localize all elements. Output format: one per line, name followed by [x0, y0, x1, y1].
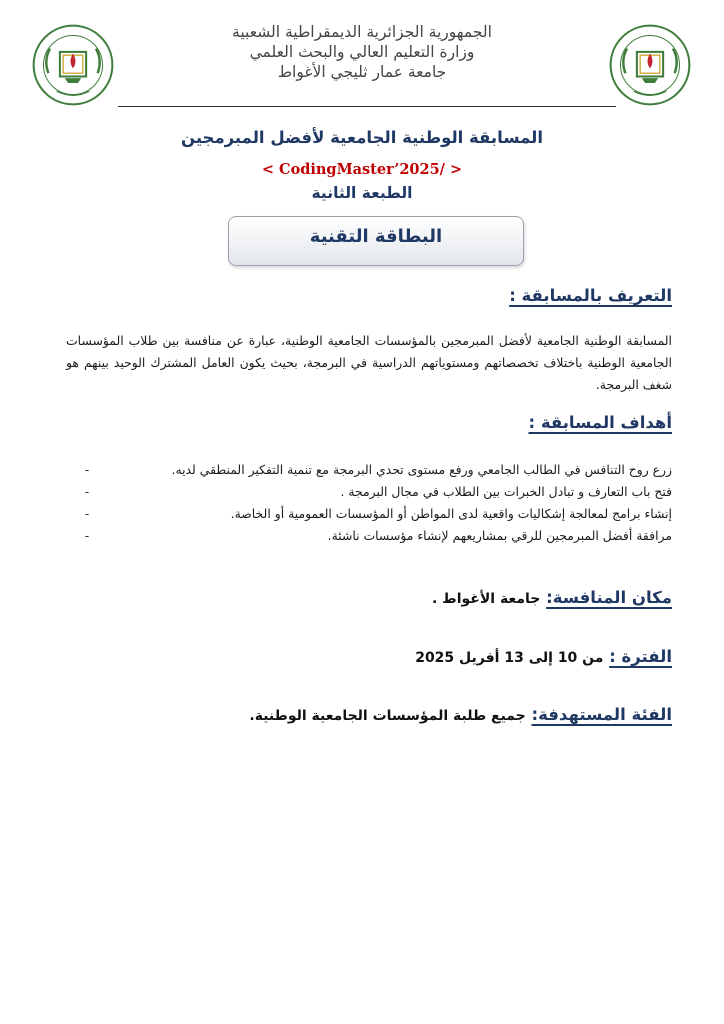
competition-tagline: < CodingMaster’2025/ >	[261, 161, 463, 178]
venue-line	[60, 588, 672, 607]
venue-label: مكان المنافسة:	[546, 588, 672, 607]
list-item	[80, 525, 672, 547]
definition-heading	[60, 286, 672, 305]
dash-bullet: -	[84, 506, 90, 521]
goal-text: إنشاء برامج لمعالجة إشكاليات واقعية لدى المواطن أو المؤسسات العمومية أو الخاصة.	[230, 506, 672, 521]
list-item	[80, 503, 672, 525]
goal-text: فتح باب التعارف و تبادل الخبرات بين الطلاب في مجال البرمجة .	[340, 484, 672, 499]
period-line	[60, 647, 672, 666]
dash-bullet: -	[84, 462, 90, 477]
university-seal-logo	[32, 24, 114, 106]
edition-label: الطبعة الثانية	[311, 184, 413, 202]
header-text-block	[180, 22, 544, 82]
dash-bullet: -	[84, 484, 90, 499]
target-label: الفئة المستهدفة:	[531, 705, 672, 724]
header-divider	[118, 106, 616, 107]
card-title: البطاقة التقنية	[309, 226, 443, 247]
goals-heading-text: أهداف المسابقة :	[528, 413, 672, 432]
definition-paragraph: المسابقة الوطنية الجامعية لأفضل المبرمجين بالمؤسسات الجامعية الوطنية، عبارة عن منافسة بين طلاب المؤسسات الجامعية الوطنية باختلاف تخصصاتهم ومستوياتهم الدراسية في البرمجة، بحيث يكون العامل المشترك الوحيد بينهم هو شغف البرمجة.	[66, 333, 672, 392]
target-value: جميع طلبة المؤسسات الجامعية الوطنية.	[249, 708, 526, 724]
period-label: الفترة :	[609, 647, 672, 666]
definition-heading-text: التعريف بالمسابقة :	[509, 286, 672, 305]
university-seal-logo	[609, 24, 691, 106]
header-line-ministry: وزارة التعليم العالي والبحث العلمي	[249, 43, 475, 61]
goals-heading	[60, 413, 672, 432]
dash-bullet: -	[84, 528, 90, 543]
header-line-republic: الجمهورية الجزائرية الديمقراطية الشعبية	[232, 23, 492, 41]
target-line	[60, 705, 672, 724]
competition-title: المسابقة الوطنية الجامعية لأفضل المبرمجين	[180, 128, 544, 147]
period-value: من 10 إلى 13 أفريل 2025	[415, 650, 604, 666]
goal-text: زرع روح التنافس في الطالب الجامعي ورفع مستوى تحدي البرمجة مع تنمية التفكير المنطقي لديه.	[171, 462, 672, 477]
goal-text: مرافقة أفضل المبرمجين للرقي بمشاريعهم لإنشاء مؤسسات ناشئة.	[327, 528, 672, 543]
venue-value: جامعة الأغواط .	[431, 591, 541, 607]
goals-list	[80, 459, 672, 547]
list-item	[80, 481, 672, 503]
header-line-university: جامعة عمار ثليجي الأغواط	[277, 63, 447, 81]
list-item	[80, 459, 672, 481]
